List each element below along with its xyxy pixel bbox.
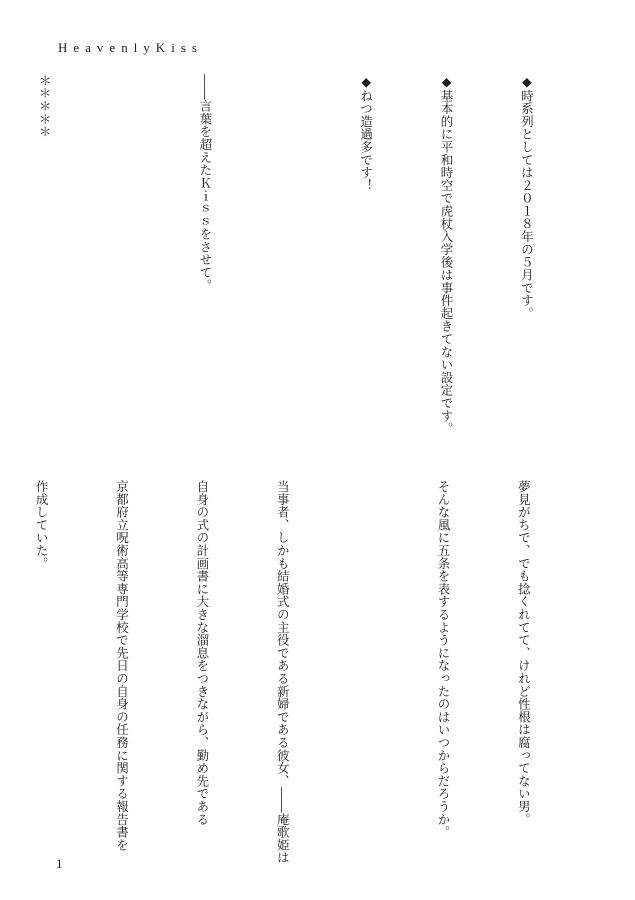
page-number: 1 <box>56 856 63 871</box>
text-line: 自身の式の計画書に大きな溜息をつきながら、勤め先である <box>194 480 210 826</box>
text-line: ◆基本的に平和時空で虎杖入学後は事件起きてない設定です。 <box>439 74 455 435</box>
text-line <box>271 74 298 474</box>
text-line: ◆ねつ造過多です！ <box>358 74 374 192</box>
text-line: 夢見がちで、でも捻くれてて、けれど性根は腐ってない男。 <box>516 480 532 826</box>
text-line: ◆時系列としては２０１８年の５月です。 <box>519 74 535 320</box>
text-line <box>111 74 138 474</box>
text-line: ＊＊＊＊＊ <box>37 74 53 138</box>
text-line <box>349 480 376 850</box>
text-line: 京都府立呪術高等専門学校で先日の自身の任務に関する報告書を <box>114 480 130 852</box>
lower-text-column-block <box>0 480 590 864</box>
text-line: ――言葉を超えたＫｉｓｓをさせて。 <box>197 74 213 292</box>
page-title: HeavenlyKiss <box>58 40 203 55</box>
text-line: 当事者、しかも結婚式の主役である新婦である彼女、――庵歌姫は <box>275 480 291 864</box>
text-line: 作成していた。 <box>34 480 50 570</box>
upper-text-column-block <box>0 74 593 474</box>
text-line: そんな風に五条を表するようになったのはいつからだろうか。 <box>436 480 452 839</box>
